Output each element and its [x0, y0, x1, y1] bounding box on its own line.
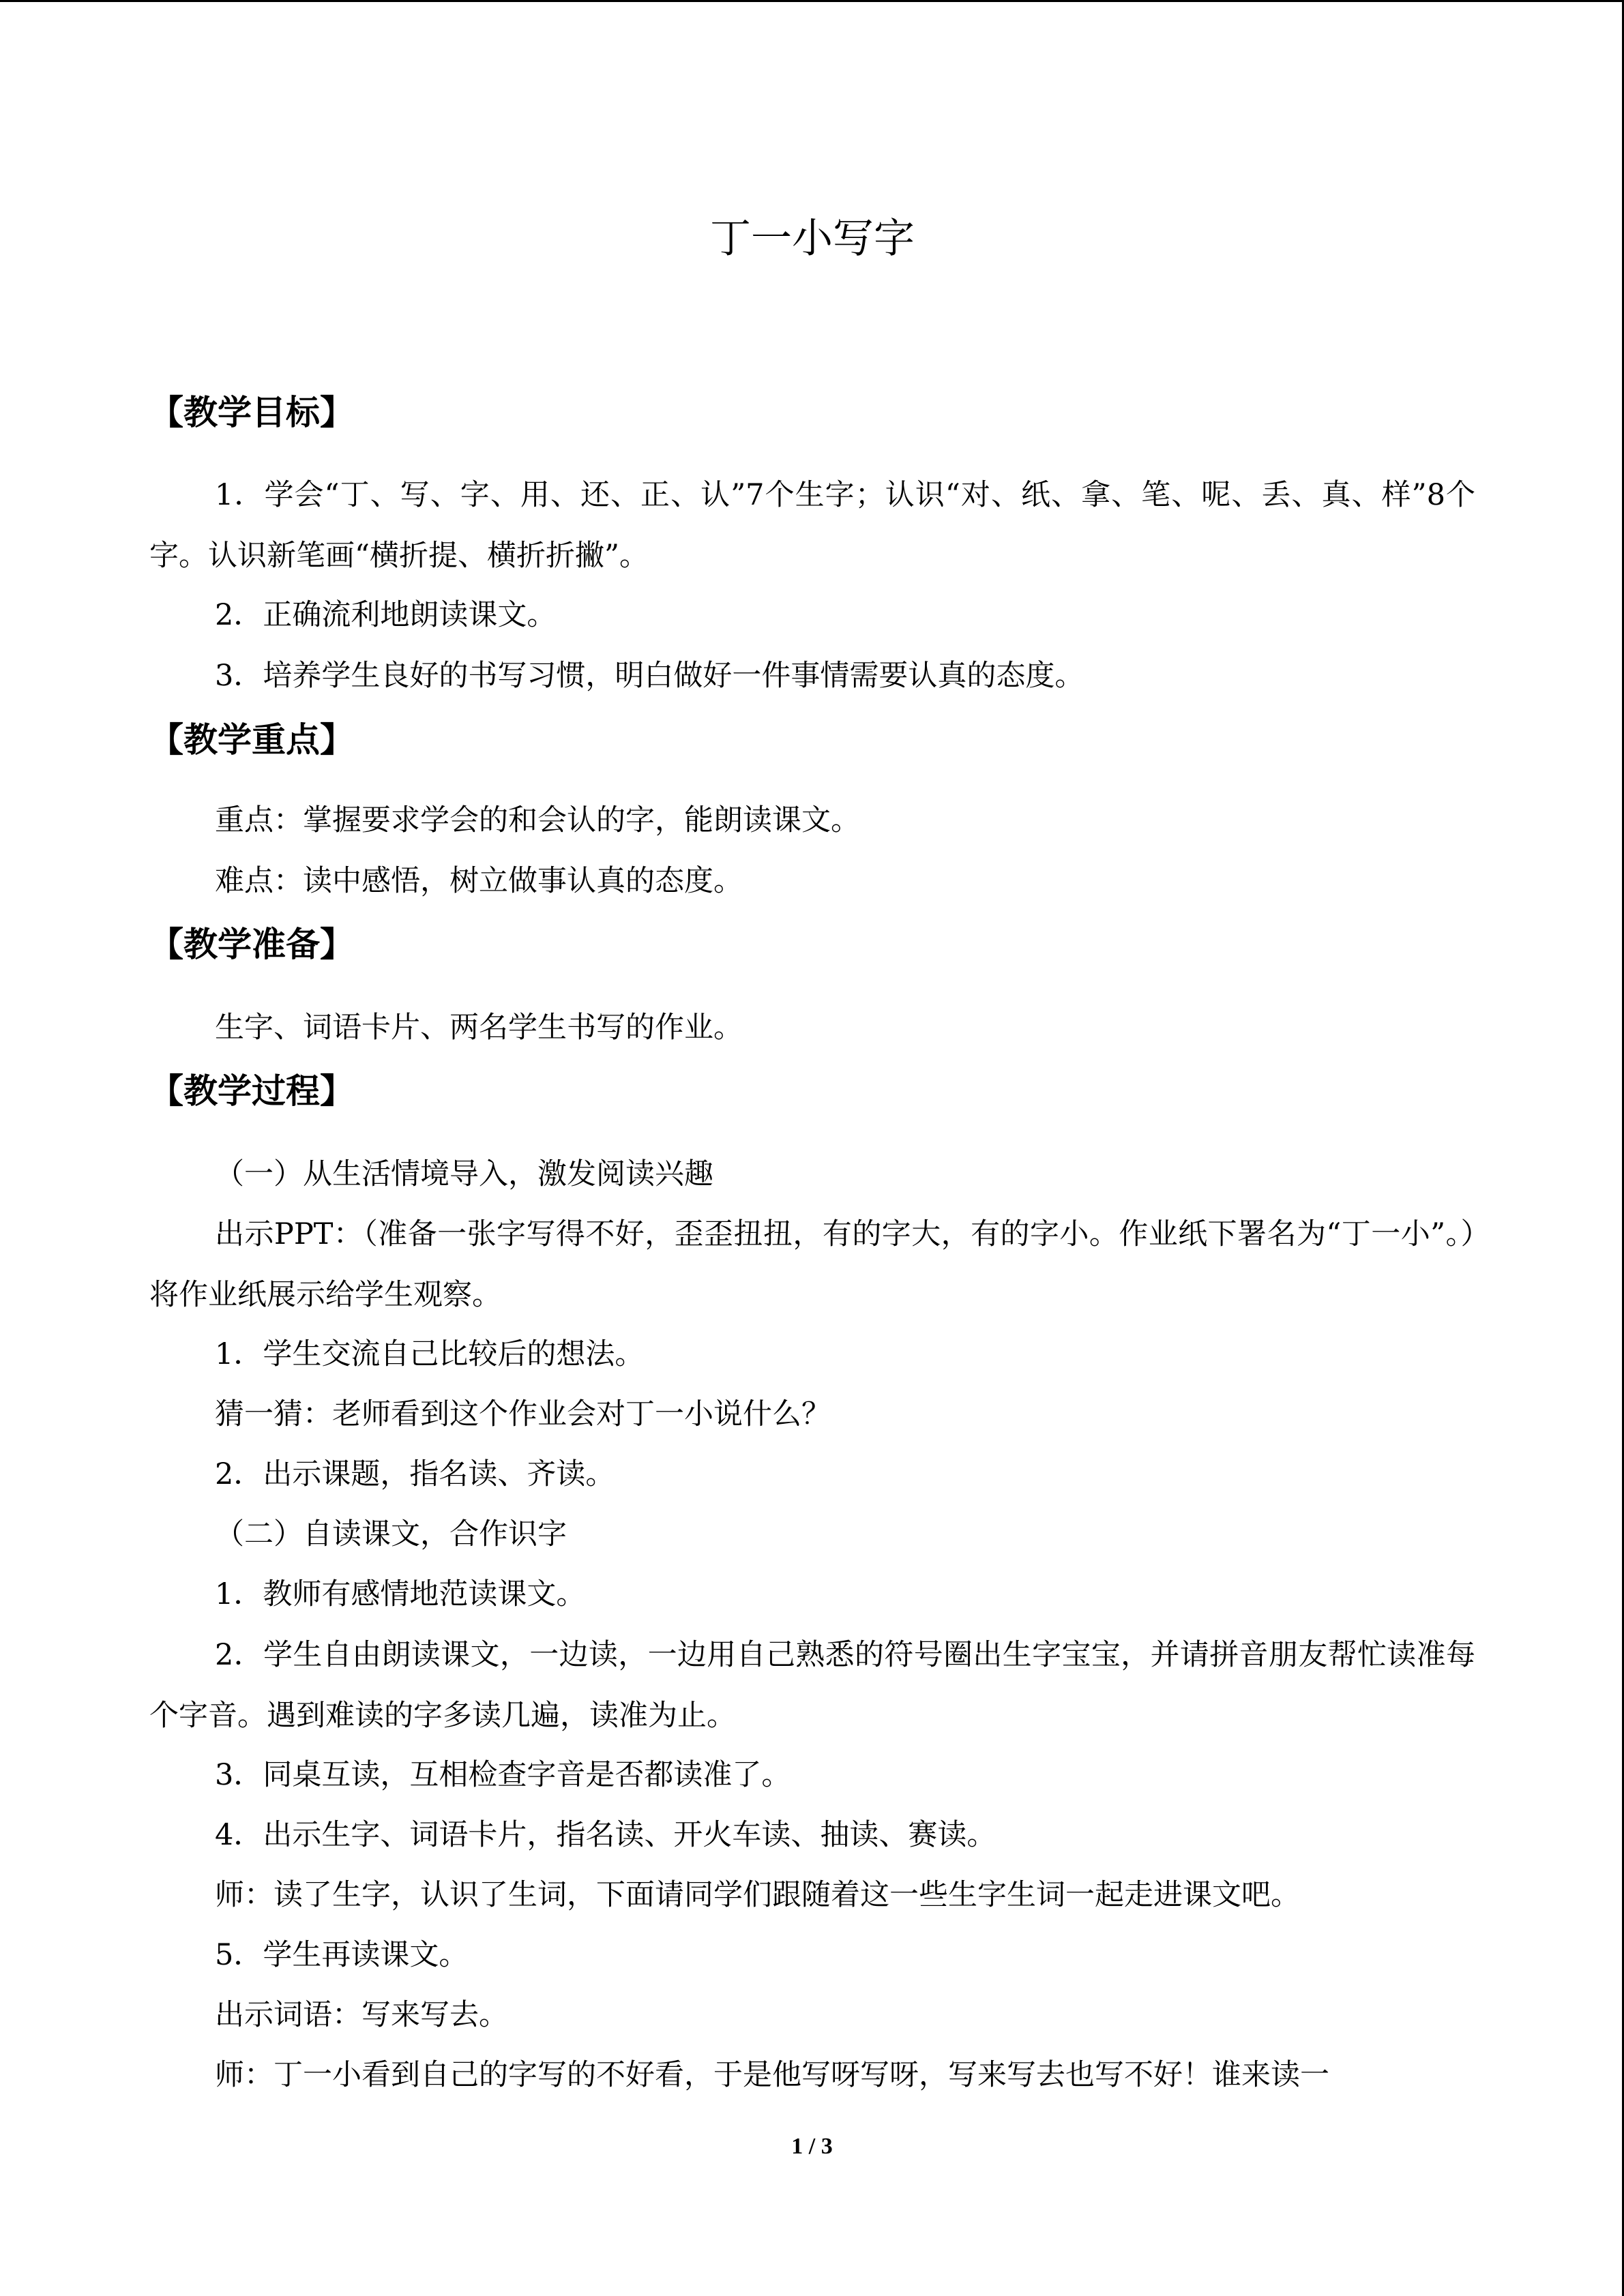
process-paragraph-6: （二）自读课文，合作识字 [215, 1517, 567, 1551]
objectives-paragraph-2: 2．正确流利地朗读课文。 [215, 598, 557, 632]
document-title: 丁一小写字 [710, 215, 915, 263]
heading-key-points: 【教学重点】 [149, 720, 354, 760]
heading-objectives: 【教学目标】 [149, 393, 354, 432]
preparation-paragraph-1: 生字、词语卡片、两名学生书写的作业。 [215, 1011, 743, 1045]
key-points-paragraph-1: 重点：掌握要求学会的和会认的字，能朗读课文。 [215, 803, 860, 837]
process-paragraph-4: 猜一猜：老师看到这个作业会对丁一小说什么？ [215, 1397, 831, 1431]
objectives-paragraph-1: 1．学会“丁、写、字、用、还、正、认”7个生字；认识“对、纸、拿、笔、呢、丢、真、样”8个字。认识新笔画“横折提、横折折撇”。 [149, 478, 1475, 573]
key-points-paragraph-2: 难点：读中感悟，树立做事认真的态度。 [215, 864, 743, 898]
heading-preparation: 【教学准备】 [149, 925, 354, 964]
process-paragraph-8: 2．学生自由朗读课文，一边读，一边用自己熟悉的符号圈出生字宝宝，并请拼音朋友帮忙读准每个字音。遇到难读的字多读几遍，读准为止。 [149, 1638, 1475, 1733]
process-paragraph-11: 师：读了生字，认识了生词，下面请同学们跟随着这一些生字生词一起走进课文吧。 [215, 1878, 1300, 1912]
objectives-paragraph-3: 3．培养学生良好的书写习惯，明白做好一件事情需要认真的态度。 [215, 659, 1084, 693]
process-paragraph-12: 5．学生再读课文。 [215, 1938, 469, 1972]
page-number: 1 / 3 [791, 2134, 833, 2159]
process-paragraph-7: 1．教师有感情地范读课文。 [215, 1577, 586, 1611]
process-paragraph-1: （一）从生活情境导入，激发阅读兴趣 [215, 1157, 713, 1191]
process-paragraph-10: 4．出示生字、词语卡片，指名读、开火车读、抽读、赛读。 [215, 1818, 996, 1852]
heading-process: 【教学过程】 [149, 1071, 354, 1111]
process-paragraph-9: 3．同桌互读，互相检查字音是否都读准了。 [215, 1758, 791, 1792]
process-paragraph-13: 出示词语：写来写去。 [215, 1998, 508, 2032]
process-paragraph-5: 2．出示课题，指名读、齐读。 [215, 1457, 615, 1491]
process-paragraph-2: 出示PPT：（准备一张字写得不好，歪歪扭扭，有的字大，有的字小。作业纸下署名为“丁一小”。）将作业纸展示给学生观察。 [149, 1217, 1475, 1312]
process-paragraph-3: 1．学生交流自己比较后的想法。 [215, 1337, 645, 1371]
process-paragraph-14: 师：丁一小看到自己的字写的不好看，于是他写呀写呀，写来写去也写不好！谁来读一 [215, 2058, 1329, 2092]
